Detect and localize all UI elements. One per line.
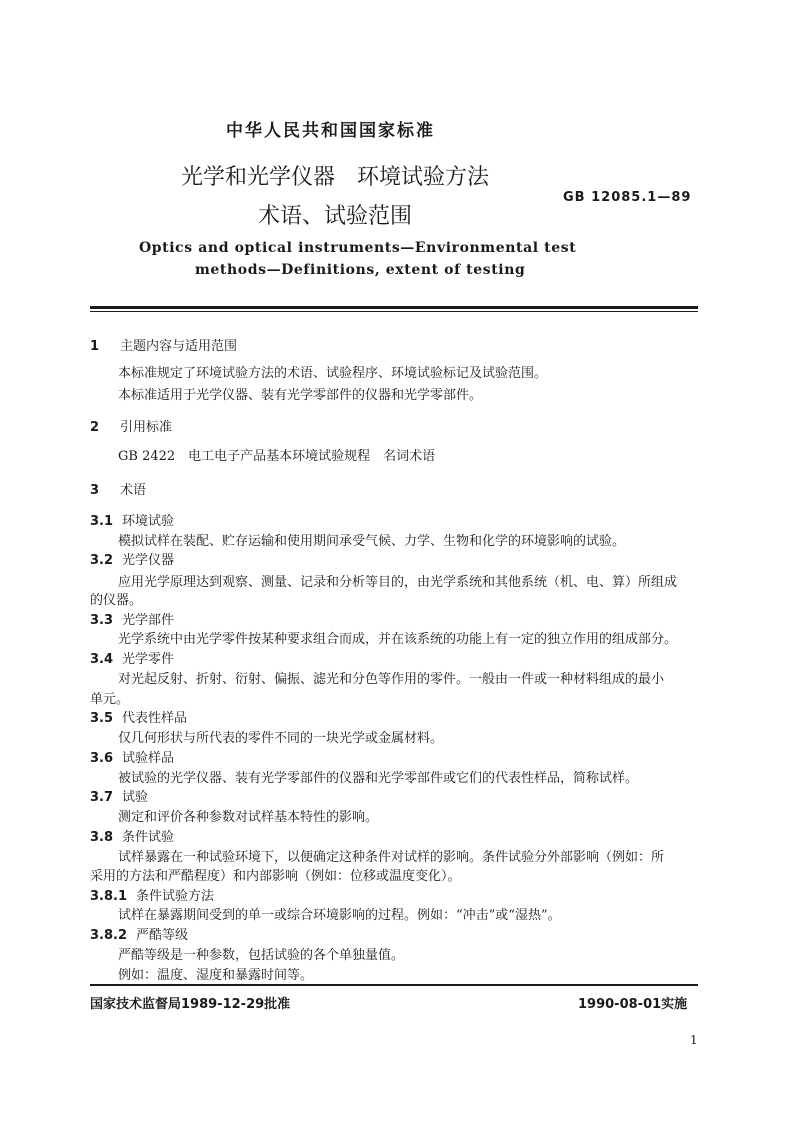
- footer-rule: [90, 984, 698, 986]
- section-3-heading: [90, 479, 146, 498]
- term-3-8-2-definition-line-1: 严酷等级是一种参数，包括试验的各个单独量值。: [118, 948, 405, 963]
- referenced-standard: GB 2422 电工电子产品基本环境试验规程 名词术语: [118, 449, 436, 464]
- term-3-4-definition-line-1: 对光起反射、折射、衍射、偏振、滤光和分色等作用的零件。一般由一件或一种材料组成的最小: [118, 672, 665, 687]
- term-3-8-heading: 3.8 条件试验: [90, 830, 175, 845]
- english-title-line-1: Optics and optical instruments—Environmental test: [139, 240, 577, 256]
- section-title: 术语: [120, 483, 147, 498]
- title-line-2: 术语、试验范围: [258, 204, 413, 229]
- implementation-date: 1990-08-01实施: [578, 997, 688, 1012]
- term-3-8-definition-line-1: 试样暴露在一种试验环境下，以便确定这种条件对试样的影响。条件试验分外部影响（例如：所: [118, 850, 665, 865]
- section-title: 主题内容与适用范围: [120, 339, 238, 354]
- term-3-3-definition: 光学系统中由光学零件按某种要求组合而成，并在该系统的功能上有一定的独立作用的组成部分。: [118, 632, 678, 647]
- term-3-8-2-definition-line-2: 例如：温度、湿度和暴露时间等。: [118, 968, 314, 983]
- term-3-5-heading: 3.5 代表性样品: [90, 711, 188, 726]
- term-3-6-heading: 3.6 试验样品: [90, 751, 175, 766]
- section-number: 1: [90, 339, 100, 354]
- section-title: 引用标准: [120, 420, 173, 435]
- term-3-4-heading: 3.4 光学零件: [90, 652, 175, 667]
- english-title-line-2: methods—Definitions, extent of testing: [195, 262, 526, 278]
- section-2-heading: [90, 416, 172, 435]
- term-3-8-1-heading: 3.8.1 条件试验方法: [90, 889, 215, 904]
- header-rule-thick: [90, 306, 698, 309]
- term-3-1-heading: 3.1 环境试验: [90, 514, 175, 529]
- term-3-2-definition-line-1: 应用光学原理达到观察、测量、记录和分析等目的，由光学系统和其他系统（机、电、算）所组成: [118, 575, 678, 590]
- term-3-8-1-definition: 试样在暴露期间受到的单一或综合环境影响的过程。例如：“冲击”或“湿热”。: [118, 908, 561, 923]
- section-1-heading: [90, 335, 237, 354]
- term-3-8-definition-line-2: 采用的方法和严酷程度）和内部影响（例如：位移或温度变化）。: [90, 869, 461, 884]
- term-3-3-heading: 3.3 光学部件: [90, 613, 175, 628]
- section-number: 3: [90, 483, 100, 498]
- term-3-2-definition-line-2: 的仪器。: [90, 593, 143, 608]
- page-number: 1: [690, 1033, 698, 1047]
- term-3-7-definition: 测定和评价各种参数对试样基本特性的影响。: [118, 810, 379, 825]
- term-3-5-definition: 仅几何形状与所代表的零件不同的一块光学或金属材料。: [118, 731, 444, 746]
- approval-date: 国家技术监督局1989-12-29批准: [90, 997, 291, 1012]
- term-3-1-definition: 模拟试样在装配、贮存运输和使用期间承受气候、力学、生物和化学的环境影响的试验。: [118, 534, 626, 549]
- term-3-4-definition-line-2: 单元。: [90, 692, 130, 707]
- section-1-paragraph-1: 本标准规定了环境试验方法的术语、试验程序、环境试验标记及试验范围。: [118, 366, 548, 381]
- term-3-7-heading: 3.7 试验: [90, 790, 149, 805]
- section-number: 2: [90, 420, 100, 435]
- term-3-6-definition: 被试验的光学仪器、装有光学零部件的仪器和光学零部件或它们的代表性样品，简称试样。: [118, 771, 639, 786]
- header-rule-thin: [90, 311, 698, 312]
- title-line-1: 光学和光学仪器 环境试验方法: [181, 165, 490, 190]
- term-3-2-heading: 3.2 光学仪器: [90, 553, 175, 568]
- term-3-8-2-heading: 3.8.2 严酷等级: [90, 928, 189, 943]
- section-1-paragraph-2: 本标准适用于光学仪器、装有光学零部件的仪器和光学零部件。: [118, 388, 483, 403]
- standard-code: GB 12085.1—89: [563, 190, 692, 205]
- national-standard-heading: 中华人民共和国国家标准: [226, 121, 435, 141]
